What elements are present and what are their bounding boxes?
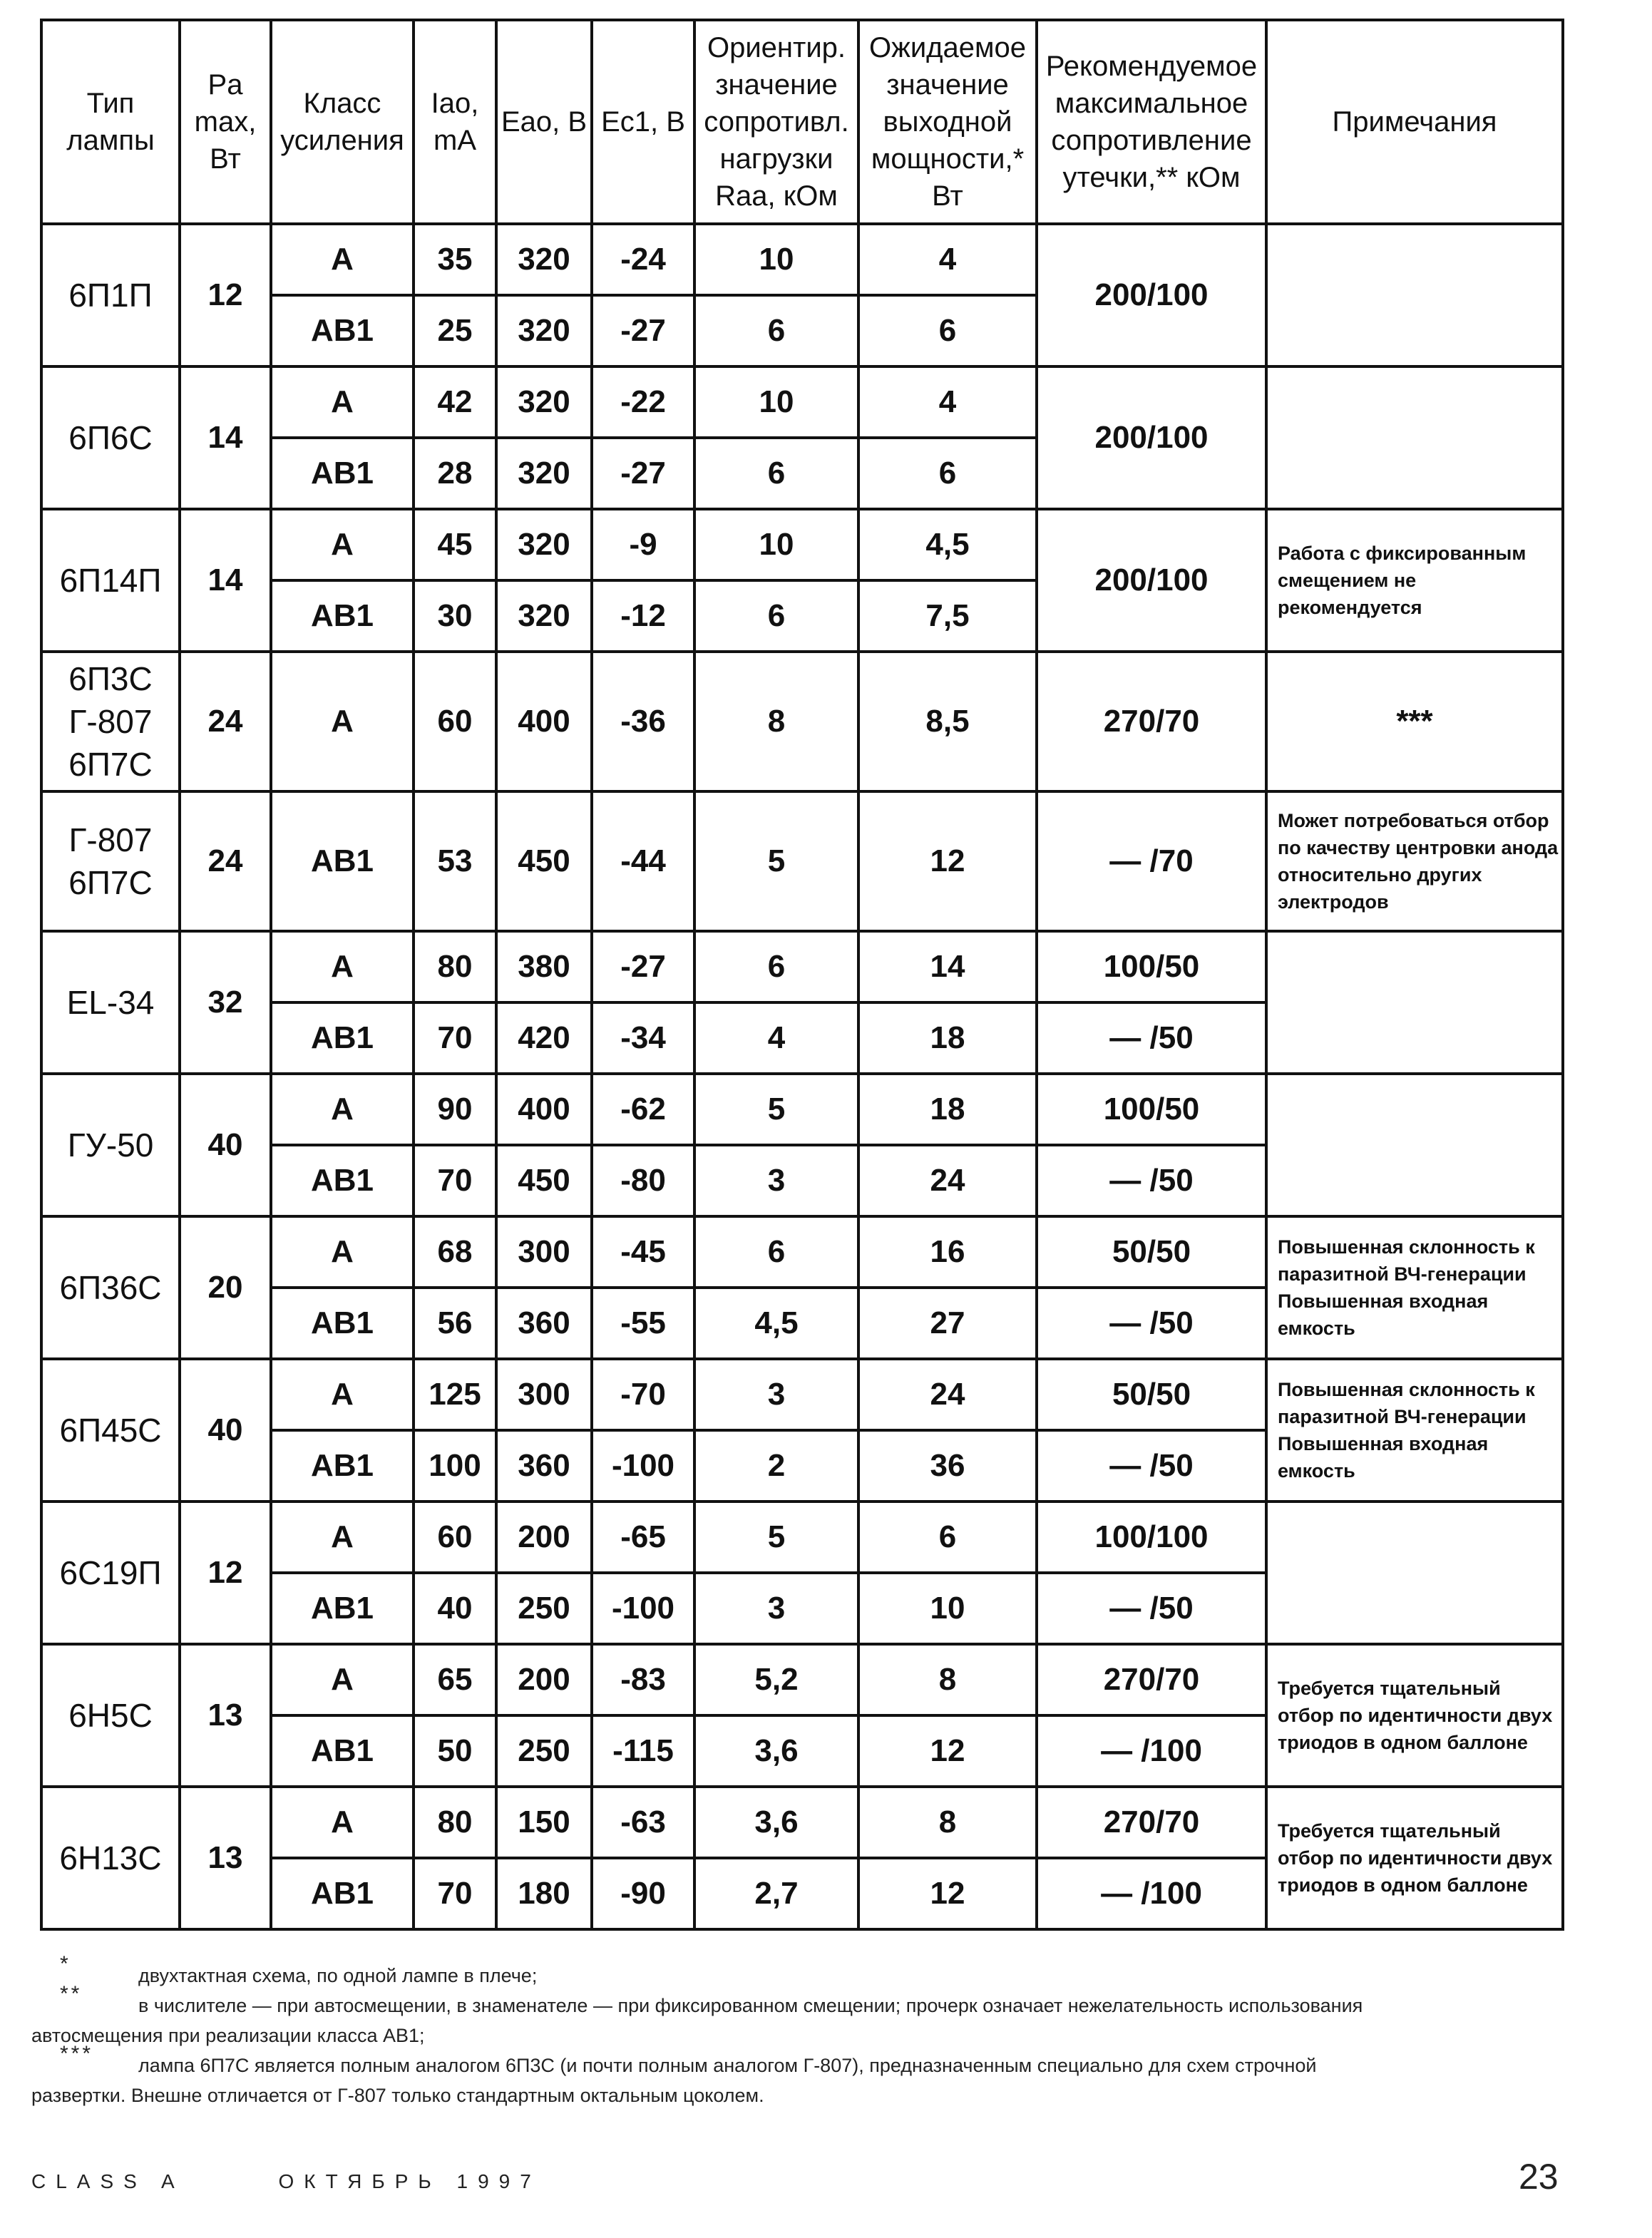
anode-voltage: 400 xyxy=(496,652,592,791)
anode-voltage: 150 xyxy=(496,1787,592,1858)
amp-class: А xyxy=(271,1502,414,1573)
anode-current: 25 xyxy=(414,295,496,366)
anode-voltage: 300 xyxy=(496,1216,592,1288)
footnote-2-mark: ** xyxy=(60,1982,83,2006)
grid-voltage: -115 xyxy=(592,1715,694,1787)
anode-current: 50 xyxy=(414,1715,496,1787)
output-power: 4 xyxy=(858,366,1037,438)
grid-voltage: -34 xyxy=(592,1002,694,1074)
amp-class: АВ1 xyxy=(271,1288,414,1359)
table-row xyxy=(41,224,1563,295)
load-resistance: 3,6 xyxy=(694,1715,858,1787)
grid-voltage: -27 xyxy=(592,295,694,366)
tube-type: EL-34 xyxy=(41,931,180,1074)
anode-current: 100 xyxy=(414,1430,496,1502)
notes-cell: Повышенная склонность к паразитной ВЧ-генерации Повышенная входная емкость xyxy=(1266,1216,1563,1359)
table-row xyxy=(41,366,1563,438)
grid-voltage: -70 xyxy=(592,1359,694,1430)
load-resistance: 6 xyxy=(694,1216,858,1288)
grid-voltage: -100 xyxy=(592,1430,694,1502)
grid-voltage: -90 xyxy=(592,1858,694,1929)
output-power: 12 xyxy=(858,1715,1037,1787)
notes-cell: Может потребоваться отбор по качеству центровки анода относительно других электродов xyxy=(1266,791,1563,931)
load-resistance: 3 xyxy=(694,1145,858,1216)
notes-cell: Повышенная склонность к паразитной ВЧ-генерации Повышенная входная емкость xyxy=(1266,1359,1563,1502)
grid-voltage: -100 xyxy=(592,1573,694,1644)
leak-resistance: 270/70 xyxy=(1037,652,1266,791)
leak-resistance: 270/70 xyxy=(1037,1644,1266,1715)
amp-class: АВ1 xyxy=(271,1145,414,1216)
header-ea: Eao, В xyxy=(496,20,592,224)
anode-current: 40 xyxy=(414,1573,496,1644)
table-row xyxy=(41,931,1563,1002)
grid-voltage: -45 xyxy=(592,1216,694,1288)
notes-cell: Требуется тщательный отбор по идентичности двух триодов в одном баллоне xyxy=(1266,1787,1563,1929)
load-resistance: 6 xyxy=(694,295,858,366)
notes-cell: Требуется тщательный отбор по идентичности двух триодов в одном баллоне xyxy=(1266,1644,1563,1787)
pa-max: 14 xyxy=(180,366,271,509)
pa-max: 24 xyxy=(180,652,271,791)
output-power: 8 xyxy=(858,1787,1037,1858)
tube-table-body xyxy=(41,224,1563,1929)
table-row xyxy=(41,509,1563,580)
grid-voltage: -55 xyxy=(592,1288,694,1359)
header-rleak: Рекомендуемое максимальное сопротивление утечки,** кОм xyxy=(1037,20,1266,224)
grid-voltage: -36 xyxy=(592,652,694,791)
leak-resistance: — /50 xyxy=(1037,1145,1266,1216)
header-pa: Pa max, Вт xyxy=(180,20,271,224)
grid-voltage: -44 xyxy=(592,791,694,931)
amp-class: А xyxy=(271,224,414,295)
load-resistance: 6 xyxy=(694,580,858,652)
anode-current: 90 xyxy=(414,1074,496,1145)
load-resistance: 3 xyxy=(694,1573,858,1644)
grid-voltage: -12 xyxy=(592,580,694,652)
header-ia: Iao, mA xyxy=(414,20,496,224)
load-resistance: 8 xyxy=(694,652,858,791)
leak-resistance: 270/70 xyxy=(1037,1787,1266,1858)
table-row xyxy=(41,1359,1563,1430)
amp-class: АВ1 xyxy=(271,791,414,931)
anode-voltage: 320 xyxy=(496,295,592,366)
footnote-3-mark: *** xyxy=(60,2042,94,2065)
footnote-3-text: лампа 6П7С является полным аналогом 6П3С (и почти полным аналогом Г-807), предназначенным специально для схем строчной xyxy=(138,2055,1317,2076)
leak-resistance: 200/100 xyxy=(1037,366,1266,509)
tube-type: 6П3С Г-807 6П7С xyxy=(41,652,180,791)
pa-max: 20 xyxy=(180,1216,271,1359)
leak-resistance: 200/100 xyxy=(1037,224,1266,366)
leak-resistance: 200/100 xyxy=(1037,509,1266,652)
output-power: 10 xyxy=(858,1573,1037,1644)
output-power: 4 xyxy=(858,224,1037,295)
output-power: 6 xyxy=(858,295,1037,366)
amp-class: АВ1 xyxy=(271,1715,414,1787)
pa-max: 24 xyxy=(180,791,271,931)
output-power: 24 xyxy=(858,1145,1037,1216)
grid-voltage: -27 xyxy=(592,931,694,1002)
anode-voltage: 450 xyxy=(496,1145,592,1216)
leak-resistance: 50/50 xyxy=(1037,1359,1266,1430)
anode-current: 70 xyxy=(414,1145,496,1216)
grid-voltage: -63 xyxy=(592,1787,694,1858)
output-power: 12 xyxy=(858,1858,1037,1929)
anode-current: 30 xyxy=(414,580,496,652)
pa-max: 12 xyxy=(180,1502,271,1644)
output-power: 12 xyxy=(858,791,1037,931)
tube-type: 6П36С xyxy=(41,1216,180,1359)
notes-cell xyxy=(1266,224,1563,366)
grid-voltage: -65 xyxy=(592,1502,694,1573)
amp-class: АВ1 xyxy=(271,1430,414,1502)
notes-cell: *** xyxy=(1266,652,1563,791)
leak-resistance: 100/50 xyxy=(1037,931,1266,1002)
pa-max: 13 xyxy=(180,1644,271,1787)
page-number: 23 xyxy=(1519,2157,1559,2197)
footnote-3-continuation: развертки. Внешне отличается от Г-807 только стандартным октальным цоколем. xyxy=(31,2085,764,2106)
load-resistance: 2 xyxy=(694,1430,858,1502)
amp-class: А xyxy=(271,1074,414,1145)
output-power: 24 xyxy=(858,1359,1037,1430)
table-row xyxy=(41,1787,1563,1858)
anode-current: 42 xyxy=(414,366,496,438)
amp-class: А xyxy=(271,1359,414,1430)
footnote-2-text: в числителе — при автосмещении, в знаменателе — при фиксированном смещении; прочерк означает нежелательность использования xyxy=(138,1995,1363,2016)
table-row xyxy=(41,1502,1563,1573)
load-resistance: 4,5 xyxy=(694,1288,858,1359)
amp-class: А xyxy=(271,931,414,1002)
leak-resistance: — /50 xyxy=(1037,1573,1266,1644)
notes-cell xyxy=(1266,1074,1563,1216)
footnote-2 xyxy=(31,1982,1557,2021)
output-power: 27 xyxy=(858,1288,1037,1359)
pa-max: 13 xyxy=(180,1787,271,1929)
leak-resistance: — /50 xyxy=(1037,1002,1266,1074)
amp-class: А xyxy=(271,1787,414,1858)
grid-voltage: -9 xyxy=(592,509,694,580)
anode-current: 60 xyxy=(414,652,496,791)
anode-current: 80 xyxy=(414,1787,496,1858)
amp-class: АВ1 xyxy=(271,580,414,652)
leak-resistance: — /70 xyxy=(1037,791,1266,931)
tube-type: 6Н5С xyxy=(41,1644,180,1787)
output-power: 18 xyxy=(858,1002,1037,1074)
header-type: Тип лампы xyxy=(41,20,180,224)
table-row xyxy=(41,1644,1563,1715)
load-resistance: 5 xyxy=(694,1502,858,1573)
anode-current: 35 xyxy=(414,224,496,295)
notes-cell xyxy=(1266,931,1563,1074)
load-resistance: 3,6 xyxy=(694,1787,858,1858)
amp-class: АВ1 xyxy=(271,1002,414,1074)
amp-class: А xyxy=(271,652,414,791)
anode-current: 70 xyxy=(414,1002,496,1074)
output-power: 36 xyxy=(858,1430,1037,1502)
header-pout: Ожидаемое значение выходной мощности,* Вт xyxy=(858,20,1037,224)
anode-voltage: 200 xyxy=(496,1644,592,1715)
load-resistance: 3 xyxy=(694,1359,858,1430)
tube-type: 6С19П xyxy=(41,1502,180,1644)
output-power: 14 xyxy=(858,931,1037,1002)
load-resistance: 5,2 xyxy=(694,1644,858,1715)
anode-current: 53 xyxy=(414,791,496,931)
amp-class: АВ1 xyxy=(271,438,414,509)
grid-voltage: -24 xyxy=(592,224,694,295)
magazine-name: CLASS A xyxy=(31,2170,185,2192)
anode-voltage: 200 xyxy=(496,1502,592,1573)
anode-voltage: 250 xyxy=(496,1715,592,1787)
anode-voltage: 360 xyxy=(496,1288,592,1359)
tube-type: Г-807 6П7С xyxy=(41,791,180,931)
load-resistance: 10 xyxy=(694,224,858,295)
pa-max: 40 xyxy=(180,1359,271,1502)
footnote-1-mark: * xyxy=(60,1952,71,1976)
output-power: 8,5 xyxy=(858,652,1037,791)
page-footer xyxy=(31,2170,620,2193)
grid-voltage: -80 xyxy=(592,1145,694,1216)
anode-current: 56 xyxy=(414,1288,496,1359)
footnote-3 xyxy=(31,2042,1557,2080)
load-resistance: 10 xyxy=(694,366,858,438)
anode-voltage: 360 xyxy=(496,1430,592,1502)
leak-resistance: — /100 xyxy=(1037,1858,1266,1929)
amp-class: АВ1 xyxy=(271,295,414,366)
tube-type: ГУ-50 xyxy=(41,1074,180,1216)
footnote-2-continuation: автосмещения при реализации класса АВ1; xyxy=(31,2025,425,2046)
amp-class: А xyxy=(271,509,414,580)
load-resistance: 6 xyxy=(694,438,858,509)
notes-cell: Работа с фиксированным смещением не рекомендуется xyxy=(1266,509,1563,652)
leak-resistance: — /100 xyxy=(1037,1715,1266,1787)
load-resistance: 5 xyxy=(694,791,858,931)
header-ec: Ec1, В xyxy=(592,20,694,224)
grid-voltage: -27 xyxy=(592,438,694,509)
anode-current: 80 xyxy=(414,931,496,1002)
amp-class: А xyxy=(271,1216,414,1288)
anode-voltage: 320 xyxy=(496,224,592,295)
anode-voltage: 180 xyxy=(496,1858,592,1929)
anode-current: 60 xyxy=(414,1502,496,1573)
output-power: 6 xyxy=(858,1502,1037,1573)
anode-voltage: 320 xyxy=(496,580,592,652)
amp-class: АВ1 xyxy=(271,1573,414,1644)
anode-current: 70 xyxy=(414,1858,496,1929)
load-resistance: 6 xyxy=(694,931,858,1002)
anode-voltage: 320 xyxy=(496,438,592,509)
tube-type: 6П6С xyxy=(41,366,180,509)
anode-voltage: 300 xyxy=(496,1359,592,1430)
leak-resistance: — /50 xyxy=(1037,1288,1266,1359)
leak-resistance: 100/50 xyxy=(1037,1074,1266,1145)
anode-current: 125 xyxy=(414,1359,496,1430)
leak-resistance: 50/50 xyxy=(1037,1216,1266,1288)
anode-voltage: 320 xyxy=(496,509,592,580)
tube-type: 6П1П xyxy=(41,224,180,366)
pa-max: 12 xyxy=(180,224,271,366)
output-power: 6 xyxy=(858,438,1037,509)
header-row xyxy=(41,20,1563,224)
anode-voltage: 400 xyxy=(496,1074,592,1145)
header-raa: Ориентир. значение сопротивл. нагрузки Raa, кОм xyxy=(694,20,858,224)
tube-type: 6Н13С xyxy=(41,1787,180,1929)
leak-resistance: 100/100 xyxy=(1037,1502,1266,1573)
anode-voltage: 450 xyxy=(496,791,592,931)
anode-current: 45 xyxy=(414,509,496,580)
table-row xyxy=(41,1216,1563,1288)
leak-resistance: — /50 xyxy=(1037,1430,1266,1502)
load-resistance: 5 xyxy=(694,1074,858,1145)
tube-type: 6П45С xyxy=(41,1359,180,1502)
anode-voltage: 250 xyxy=(496,1573,592,1644)
amp-class: А xyxy=(271,366,414,438)
anode-current: 28 xyxy=(414,438,496,509)
output-power: 8 xyxy=(858,1644,1037,1715)
anode-voltage: 420 xyxy=(496,1002,592,1074)
grid-voltage: -22 xyxy=(592,366,694,438)
pa-max: 40 xyxy=(180,1074,271,1216)
header-class: Класс усиления xyxy=(271,20,414,224)
grid-voltage: -62 xyxy=(592,1074,694,1145)
grid-voltage: -83 xyxy=(592,1644,694,1715)
load-resistance: 10 xyxy=(694,509,858,580)
anode-voltage: 380 xyxy=(496,931,592,1002)
load-resistance: 2,7 xyxy=(694,1858,858,1929)
load-resistance: 4 xyxy=(694,1002,858,1074)
table-row xyxy=(41,1074,1563,1145)
footnote-1-text: двухтактная схема, по одной лампе в плече; xyxy=(138,1965,538,1986)
output-power: 16 xyxy=(858,1216,1037,1288)
pa-max: 14 xyxy=(180,509,271,652)
table-row xyxy=(41,652,1563,791)
footnote-1 xyxy=(31,1952,1557,1991)
output-power: 7,5 xyxy=(858,580,1037,652)
footnotes xyxy=(31,1952,1557,2110)
output-power: 4,5 xyxy=(858,509,1037,580)
amp-class: А xyxy=(271,1644,414,1715)
output-power: 18 xyxy=(858,1074,1037,1145)
anode-current: 68 xyxy=(414,1216,496,1288)
anode-voltage: 320 xyxy=(496,366,592,438)
tube-type: 6П14П xyxy=(41,509,180,652)
tube-parameters-table xyxy=(40,19,1564,1931)
issue-date: ОКТЯБРЬ 1997 xyxy=(278,2170,541,2192)
header-notes: Примечания xyxy=(1266,20,1563,224)
notes-cell xyxy=(1266,1502,1563,1644)
amp-class: АВ1 xyxy=(271,1858,414,1929)
table-row xyxy=(41,791,1563,931)
pa-max: 32 xyxy=(180,931,271,1074)
anode-current: 65 xyxy=(414,1644,496,1715)
notes-cell xyxy=(1266,366,1563,509)
